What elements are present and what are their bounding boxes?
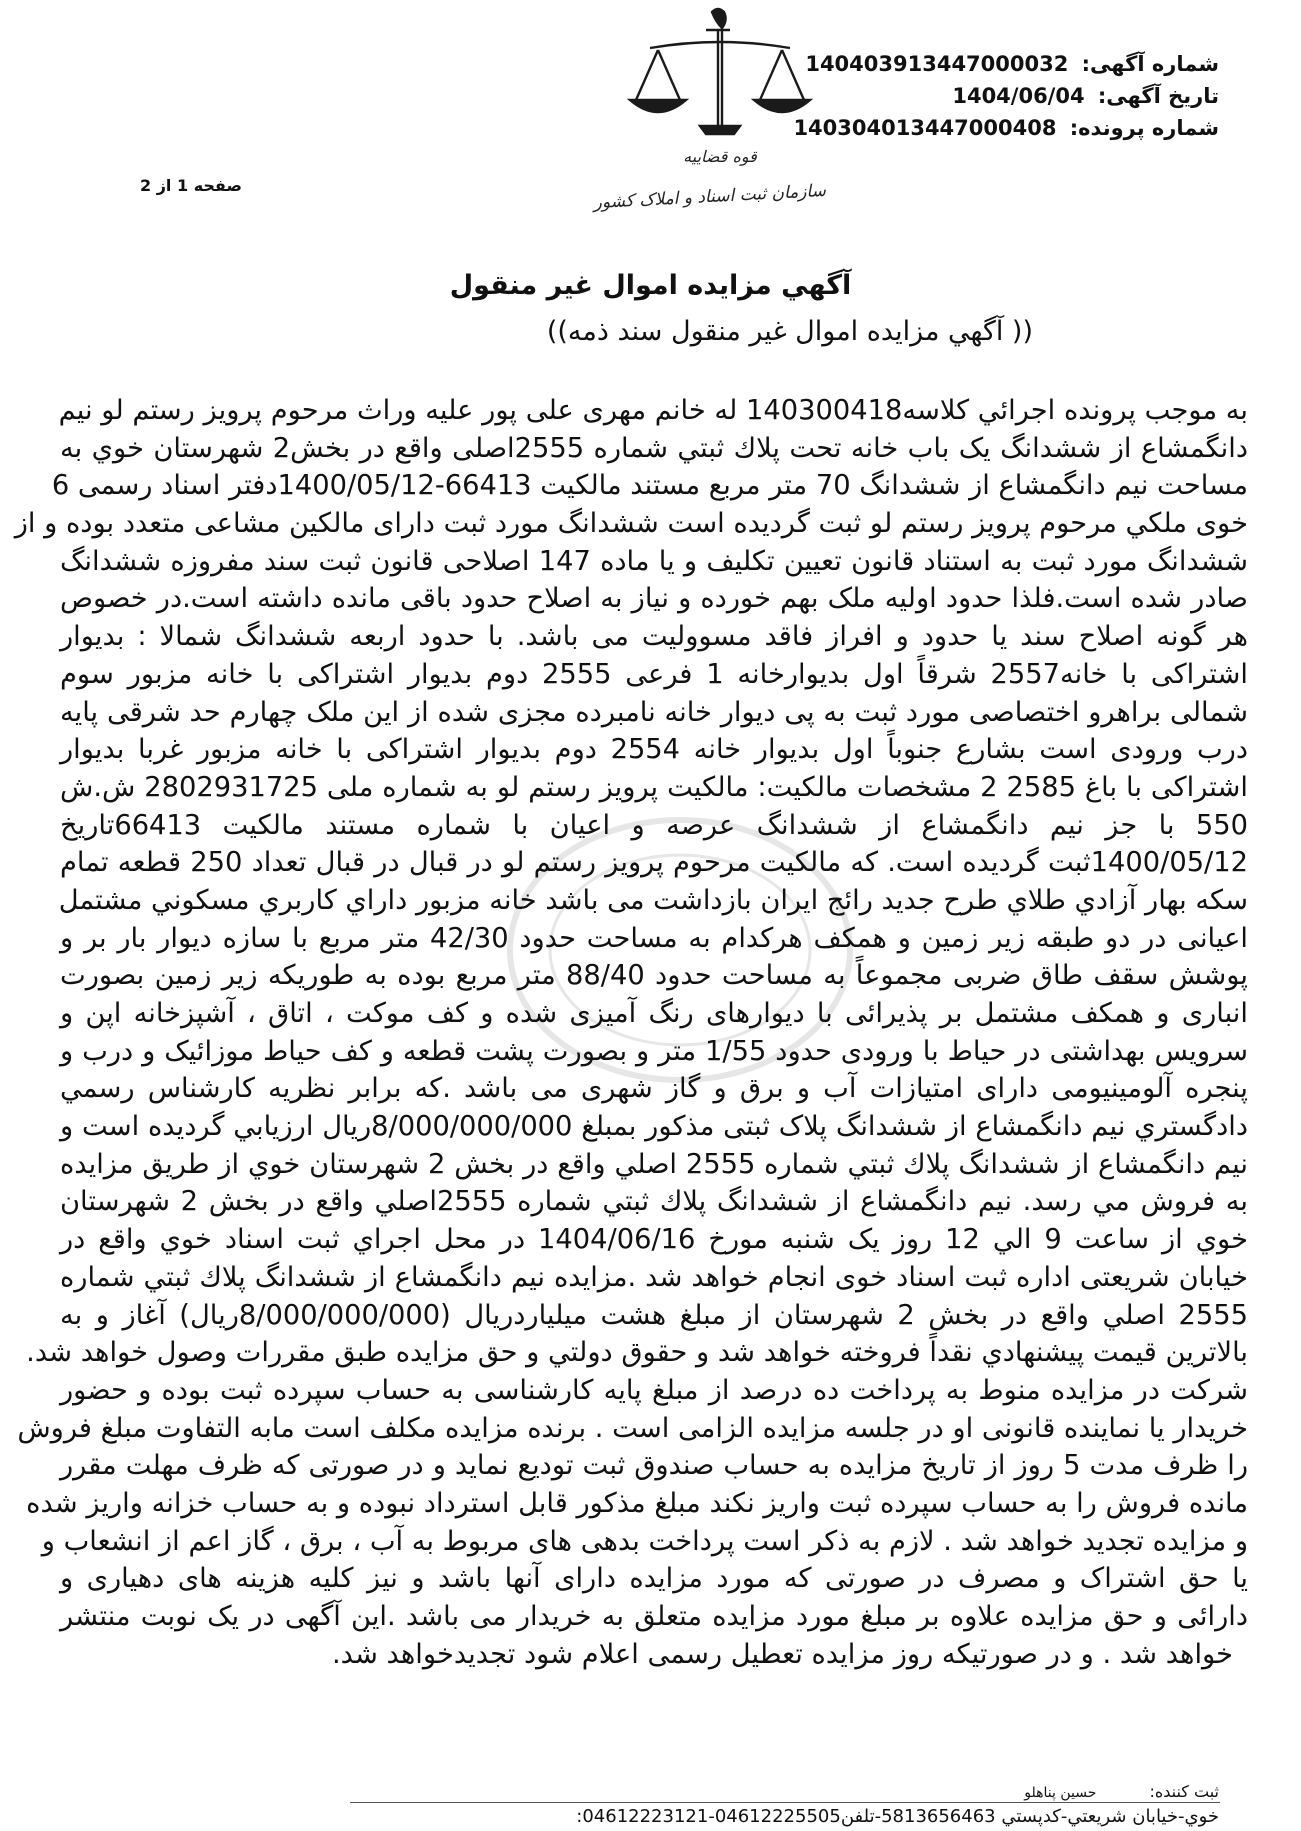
ad-date-row	[793, 80, 1219, 112]
body-line: 1400/05/12ثبت گرديده است. كه مالكيت مرحوم پرویز رستم لو در قبال در قبال تعداد 250 قطعه تمام	[60, 847, 1248, 879]
body-line: مانده فروش را به حساب سپرده ثبت واریز نکند مبلغ مذکور قابل استرداد نبوده و به حساب خزانه واریز شده	[26, 1487, 1248, 1519]
emblem-text-org: سازمان ثبت اسناد و املاک کشور	[593, 180, 827, 214]
body-line: هر گونه اصلاح سند یا حدود و افراز فاقد مسوولیت می باشد. با حدود اربعه ششدانگ شمالا : بدیوار	[60, 621, 1248, 653]
file-number-label: شماره پرونده:	[1069, 116, 1219, 140]
file-number-row	[793, 112, 1219, 144]
body-line: خوي از ساعت 9 الي 12 روز يک شنبه مورخ 1404/06/16 در محل اجراي ثبت اسناد خوي واقع در	[60, 1224, 1248, 1256]
body-line: نیم دانگمشاع از ششدانگ پلاك ثبتي شماره 2555 اصلي واقع در بخش 2 شهرستان خوي از طريق مزايده	[60, 1148, 1249, 1180]
body-line: دانگمشاع از ششدانگ یک باب خانه تحت پلاك ثبتي شماره 2555اصلی واقع در بخش2 شهرستان خوي به	[60, 432, 1249, 464]
body-line: به فروش مي رسد. نیم دانگمشاع از ششدانگ پلاك ثبتي شماره 2555اصلي واقع در بخش 2 شهرستان	[60, 1186, 1248, 1218]
footer-address: خوي-خيابان شريعتي-كدپستي 5813656463-تلفن04612225505-04612223121:	[576, 1806, 1219, 1827]
footer-divider	[350, 1802, 1220, 1803]
body-line: خریدار یا نماینده قانونی او در جلسه مزايده الزامی است . برنده مزايده مکلف است مابه التفاوت مبلغ فروش	[17, 1412, 1248, 1444]
body-line: اشتراکی با باغ 2585 2 مشخصات مالکیت: مالکیت پرویز رستم لو به شماره ملی 2802931725 ش.ش	[60, 771, 1248, 803]
body-line: انباری و همکف مشتمل بر پذیرائی با دیوارهای رنگ آمیزی شده و کف موکت ، اتاق ، آشپزخانه اپن و	[60, 998, 1248, 1029]
ad-meta	[793, 48, 1219, 144]
body-line: شمالی براهرو اختصاصی مورد ثبت به پی دیوار خانه نامبرده مجزی شده از این ملک چهارم حد شرقی پایه	[60, 696, 1248, 728]
body-line: صادر شده است.فلذا حدود اولیه ملک بهم خورده و نیاز به اصلاح حدود باقی مانده داشته است.در خصوص	[60, 583, 1248, 615]
ad-number-row	[793, 48, 1219, 80]
body-line: 2555 اصلي واقع در بخش 2 شهرستان از مبلغ هشت میلیاردریال (8/000/000/000ريال) آغاز و به	[60, 1299, 1248, 1331]
body-line: خیابان شریعتی اداره ثبت اسناد خوی انجام خواهد شد .مزايده نیم دانگمشاع از ششدانگ پلاك ثبتي شماره	[60, 1261, 1248, 1293]
body-line: سکه بهار آزادي طلاي طرح جدید رائج ایران بازداشت می باشد خانه مزبور داراي كاربري مسكوني مشتمل	[58, 884, 1248, 916]
body-line: شرکت در مزايده منوط به پرداخت ده درصد از مبلغ پایه کارشناسی به حساب سپرده ثبت بوده و حضور	[60, 1374, 1248, 1406]
ad-number: 140403913447000032	[805, 52, 1069, 76]
registrar-label: ثبت کننده:	[1149, 1782, 1219, 1801]
page-indicator: صفحه 1 از 2	[140, 176, 242, 195]
page-subtitle: (( آگهي مزايده اموال غير منقول سند ذمه))	[546, 316, 1033, 347]
page-title: آگهي مزايده اموال غير منقول	[449, 270, 852, 301]
body-line: پنجره آلومینیومی دارای امتیازات آب و برق و گاز شهری می باشد .كه برابر نظريه كارشناس رسمي	[60, 1073, 1248, 1105]
body-line: مساحت نیم دانگمشاع از ششدانگ 70 متر مربع مستند مالکیت 66413-1400/05/12دفتر اسناد رسمی 6	[51, 470, 1248, 502]
body-line: دارائی و حق مزايده علاوه بر مبلغ مورد مزايده متعلق به خریدار می باشد .این آگهی در یک نوبت منتشر	[60, 1601, 1248, 1632]
body-line: و مزايده تجدید خواهد شد . لازم به ذکر است پرداخت بدهی های مربوط به آب ، برق ، گاز اعم از انشعاب و	[41, 1525, 1248, 1557]
file-number: 140304013447000408	[793, 116, 1057, 140]
ad-date-label: تاریخ آگهی:	[1097, 84, 1219, 108]
body-line: را ظرف مدت 5 روز از تاریخ مزايده به حساب صندوق ثبت تودیع نماید و در صورتی که ظرف مهلت مقرر	[60, 1450, 1248, 1482]
ad-number-label: شماره آگهی:	[1081, 52, 1219, 76]
body-line: درب ورودی است بشارع جنوباً اول بدیوار خانه 2554 دوم بدیوار اشتراکی با خانه مزبور غربا بدیوار	[60, 734, 1248, 766]
auction-notice-body	[14, 392, 1249, 1673]
body-line: یا حق اشتراک و مصرف در صورتی که مورد مزايده دارای آنها باشد و نیز کلیه هزینه های دهیاری و	[60, 1563, 1248, 1595]
body-line: خواهد شد . و در صورتیکه روز مزايده تعطیل رسمی اعلام شود تجدیدخواهد شد.	[332, 1638, 1233, 1670]
body-line: دادگستري نیم دانگمشاع از ششدانگ پلاک ثبتی مذکور بمبلغ 8/000/000/000ريال ارزيابي گرديده است و	[60, 1111, 1248, 1143]
body-line: سرویس بهداشتی در حیاط با ورودی حدود 1/55 متر و بصورت پشت قطعه و کف حیاط موزائیک و درب و	[60, 1035, 1248, 1067]
body-line: اشتراکی با خانه2557 شرقاً اول بدیوارخانه 1 فرعی 2555 دوم بدیوار اشتراکی با خانه مزبور سوم	[60, 658, 1248, 690]
registrar-name: حسین پناهلو	[1024, 1785, 1097, 1801]
body-line: اعیانی در دو طبقه زیر زمین و همکف هرکدام به مساحت حدود 42/30 متر مربع با سازه دیوار بار بر و	[60, 922, 1248, 954]
registrar	[1024, 1782, 1219, 1801]
body-line: 550 با جز نیم دانگمشاع از ششدانگ عرصه و اعیان با شماره مستند مالکیت 66413تاریخ	[60, 809, 1248, 841]
body-line: به موجب پرونده اجرائي كلاسه140300418 له خانم مهری علی پور علیه وراث مرحوم پرویز رستم لو نیم	[58, 395, 1248, 426]
body-line: خوی ملكي مرحوم پرویز رستم لو ثبت گرديده است ششدانگ مورد ثبت دارای مالکین مشاعی متعدد بوده و از	[14, 508, 1248, 540]
body-line: ششدانگ مورد ثبت به استناد قانون تعیین تکلیف و یا ماده 147 اصلاحی قانون ثبت سند مفروزه ششدانگ	[60, 545, 1248, 577]
body-line: بالاترين قيمت پيشنهادي نقداً فروخته خواهد شد و حقوق دولتي و حق مزايده طبق مقررات وصول خواهد شد.	[26, 1337, 1248, 1369]
emblem-text-judiciary: قوه قضاییه	[683, 147, 757, 166]
ad-date: 1404/06/04	[952, 84, 1085, 108]
body-line: پوشش سقف طاق ضربی مجموعاً به مساحت حدود 88/40 متر مربع بوده به طوریکه زیر زمین بصورت	[60, 960, 1248, 992]
